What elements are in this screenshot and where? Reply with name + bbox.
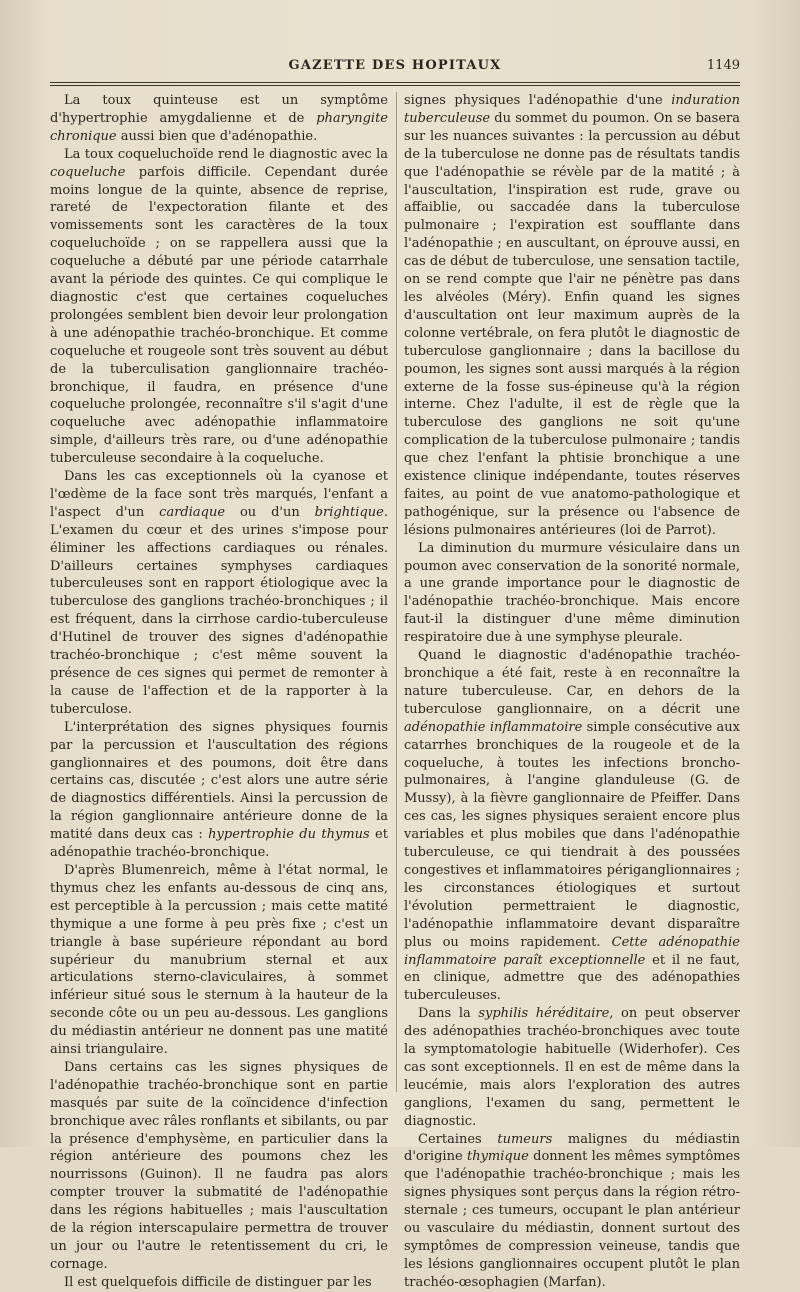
paragraph-text: Dans certains cas les signes physiques de l'adénopathie trachéo-bronchique sont en partie masqués par suite de la coïncidence d'infection bronchique avec râles ronflants et sibilants, ou par la présence d'emphysème, en particulier dans la région antérieure des poumons chez les nourrissons (Guinon). Il ne faudra pas alors compter trouver la submatité de l'adénopathie dans les régions habituelles ; mais l'auscultation de la région interscapulaire permettra de trouver un jour ou l'autre le retentissement du cri, le cornage. — [50, 1059, 388, 1272]
paragraph-text: , on peut observer des adénopathies trachéo-bronchiques avec toute la symptomatologie habituelle (Widerhofer). Ces cas sont exceptionnels. Il en est de même dans la leucémie, mais alors l'exploration des autres ganglions, l'examen du sang, permettent le diagnostic. — [404, 1006, 740, 1129]
paragraph-text: simple consécutive aux catarrhes bronchiques de la rougeole et de la coqueluche, à toutes les infections broncho-pulmonaires, à l'angine glanduleuse (G. de Mussy), à la fièvre ganglionnaire de Pfeiffer. Dans ces cas, les signes physiques seraient encore plus variables et plus mobiles que dans l'adénopathie tuberculeuse, ce qui tiendrait à des poussées congestives et inflammatoires périganglionnaires ; les circonstances étiologiques et surtout l'évolution permettraient le diagnostic, l'adénopathie inflammatoire devant disparaître plus ou moins rapidement. — [404, 719, 740, 950]
paragraph — [50, 468, 388, 719]
italic-term: tumeurs — [497, 1131, 553, 1147]
italic-term: Cette adénopathie inflammatoire paraît exceptionnelle — [404, 934, 740, 968]
paragraph — [50, 92, 388, 146]
paragraph-text: Dans les cas exceptionnels où la cyanose et l'œdème de la face sont très marqués, l'enfant a l'aspect d'un — [50, 469, 388, 520]
right-column — [404, 92, 740, 1292]
paragraph-text: signes physiques l'adénopathie d'une — [404, 93, 672, 108]
paragraph — [404, 92, 740, 540]
paragraph-text: Certaines — [418, 1131, 498, 1147]
italic-term: pharyngite chronique — [50, 110, 388, 144]
paragraph — [404, 1005, 740, 1130]
paragraph-text: L'interprétation des signes physiques fournis par la percussion et l'auscultation des régions ganglionnaires et des poumons, doit être dans certains cas, discutée ; c'est alors une autre série de diagnostics différentiels. Ainsi la percussion de la région ganglionnaire antérieure donne de la matité dans deux cas : — [50, 719, 388, 843]
italic-term: coqueluche — [50, 164, 126, 180]
paragraph — [50, 1274, 388, 1292]
paragraph-text: La toux coqueluchoïde rend le diagnostic avec la — [64, 146, 388, 162]
paragraph-text: malignes du médiastin d'origine — [404, 1131, 740, 1165]
paragraph-text: Quand le diagnostic d'adénopathie trachéo-bronchique a été fait, reste à en reconnaître la nature tuberculeuse. Car, en dehors de la tuberculose ganglionnaire, on a décrit une — [404, 648, 740, 717]
paragraph — [50, 862, 388, 1059]
paragraph-text: et il ne faut, en clinique, admettre que des adénopathies tuberculeuses. — [404, 952, 740, 1004]
paragraph-text: La toux quinteuse est un symptôme d'hypertrophie amygdalienne et de — [50, 93, 388, 126]
italic-term: syphilis héréditaire — [478, 1006, 610, 1022]
page-number: 1149 — [706, 58, 740, 73]
italic-term: brightique — [314, 504, 384, 520]
left-column — [50, 92, 388, 1292]
column-divider — [396, 92, 397, 1092]
paragraph-text: parfois difficile. Cependant durée moins longue de la quinte, absence de reprise, rareté de l'expectoration filante et des vomissements sont les caractères de la toux coqueluchoïde ; on se rappellera aussi que la coqueluche a débuté par une période catarrhale avant la période des quintes. Ce qui complique le diagnostic c'est que certaines coqueluches prolongées semblent bien devoir leur prolongation à une adénopathie trachéo-bronchique. Et comme coqueluche et rougeole sont très souvent au début de la tuberculisation ganglionnaire trachéo-bronchique, il faudra, en présence d'une coqueluche prolongée, reconnaître s'il s'agit d'une coqueluche avec adénopathie inflammatoire simple, d'ailleurs très rare, ou d'une adénopathie tuberculeuse secondaire à la coqueluche. — [50, 164, 388, 467]
paragraph-text: Il est quelquefois difficile de distinguer par les — [64, 1274, 372, 1290]
italic-term: thymique — [466, 1149, 529, 1165]
italic-term: cardiaque — [159, 504, 226, 520]
paragraph-text: donnent les mêmes symptômes que l'adénopathie trachéo-bronchique ; mais les signes physiques sont perçus dans la région rétro-sternale ; ces tumeurs, occupant le plan antérieur ou vasculaire du médiastin, donnent surtout des symptômes de compression veineuse, tandis que les lésions ganglionnaires occupent plutôt le plan trachéo-œsophagien (Marfan). — [404, 1149, 740, 1290]
paragraph-text: et adénopathie trachéo-bronchique. — [50, 827, 388, 861]
paragraph — [50, 1059, 388, 1274]
paragraph — [404, 1131, 740, 1292]
paragraph-text: D'après Blumenreich, même à l'état normal, le thymus chez les enfants au-dessous de cinq ans, est perceptible à la percussion ; mais cette matité thymique a une forme à peu près fixe ; c'est un triangle à base supérieure répondant au bord supérieur du manubrium sternal et aux articulations sterno-claviculaires, à sommet inférieur situé sous le sternum à la hauteur de la seconde côte ou un peu au-dessous. Les ganglions du médiastin antérieur ne donnent pas une matité ainsi triangulaire. — [50, 862, 388, 1058]
journal-title: GAZETTE DES HOPITAUX — [288, 58, 502, 73]
paragraph-text: ou d'un — [225, 504, 315, 520]
italic-term: induration tuberculeuse — [404, 93, 740, 126]
italic-term: adénopathie inflammatoire — [404, 719, 583, 735]
paragraph — [404, 647, 740, 1005]
paragraph-text: du sommet du poumon. On se basera sur les nuances suivantes : la percussion au début de la tuberculose ne donne pas de résultats tandis que l'adénopathie se révèle par de la matité ; à l'auscultation, l'inspiration est rude, grave ou affaiblie, ou saccadée dans la tuberculose pulmonaire ; l'expiration est soufflante dans l'adénopathie ; en auscultant, on éprouve aussi, en cas de début de tuberculose, une sensation tactile, on se rend compte que l'air ne pénètre pas dans les alvéoles (Méry). Enfin quand les signes d'auscultation ont leur maximum auprès de la colonne vertébrale, on fera plutôt le diagnostic de tuberculose ganglionnaire ; dans la bacillose du poumon, les signes sont aussi marqués à la région externe de la fosse sus-épineuse qu'à la région interne. Chez l'adulte, il est de règle que la tuberculose des ganglions ne soit qu'une complication de la tuberculose pulmonaire ; tandis que chez l'enfant la phtisie bronchique a une existence clinique indépendante, toutes réserves faites, au point de vue anatomo-pathologique et pathogénique, sur la présence ou l'absence de lésions pulmonaires antérieures (loi de Parrot). — [404, 110, 740, 538]
paragraph — [404, 540, 740, 647]
paragraph-text: aussi bien que d'adénopathie. — [116, 128, 318, 144]
paragraph-text: La diminution du murmure vésiculaire dans un poumon avec conservation de la sonorité normale, a une grande importance pour le diagnostic de l'adénopathie trachéo-bronchique. Mais encore faut-il la distinguer d'une même diminution respiratoire due à une symphyse pleurale. — [404, 540, 740, 646]
paragraph-text: . L'examen du cœur et des urines s'impose pour éliminer les affections cardiaques ou rénales. D'ailleurs certaines symphyses cardiaques tuberculeuses sont en rapport étiologique avec la tuberculose des ganglions trachéo-bronchiques ; il est fréquent, dans la cirrhose cardio-tuberculeuse d'Hutinel de trouver des signes d'adénopathie trachéo-bronchique ; c'est même souvent la présence de ces signes qui permet de remonter à la cause de l'affection et de la rapporter à la tuberculose. — [50, 504, 388, 717]
paragraph — [50, 146, 388, 468]
paragraph-text: Dans la — [418, 1006, 479, 1022]
header-rule-double — [50, 85, 740, 86]
paragraph — [50, 719, 388, 862]
header-rule — [50, 82, 740, 83]
italic-term: hypertrophie du thymus — [208, 827, 370, 843]
page-header — [50, 58, 740, 80]
